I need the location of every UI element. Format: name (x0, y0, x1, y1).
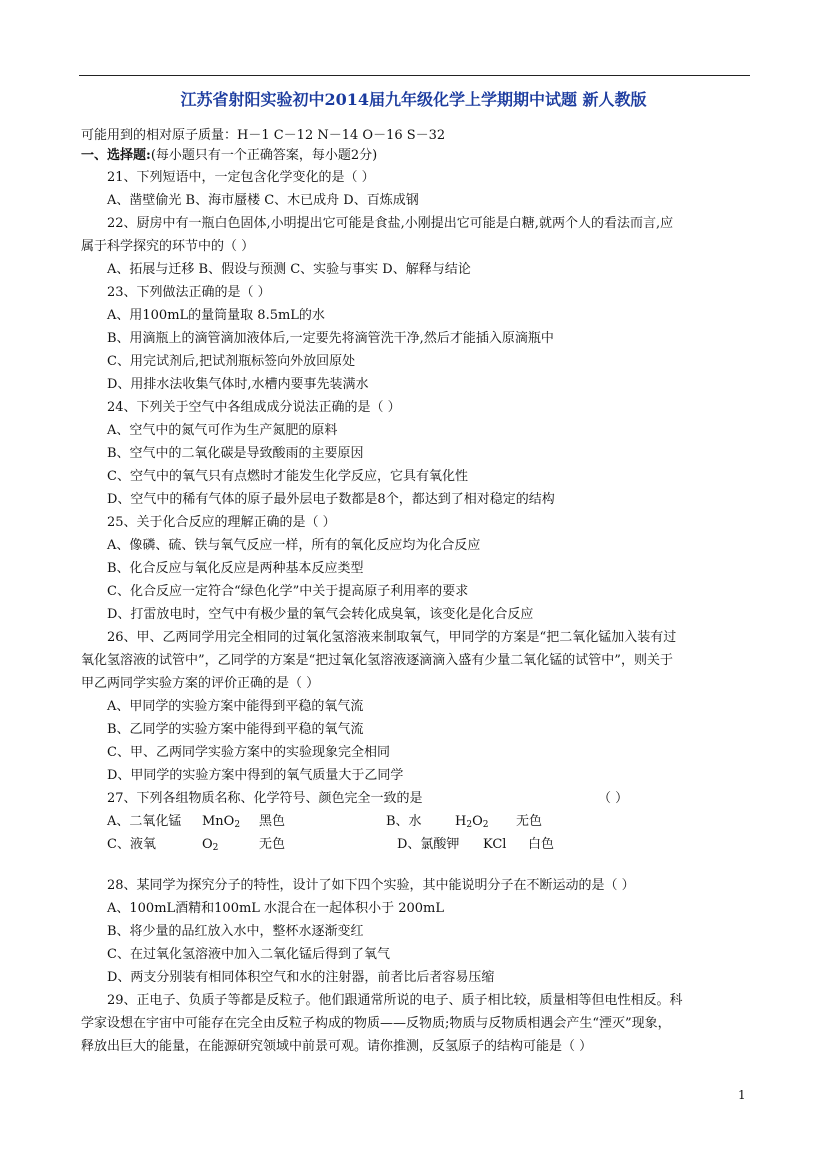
question-26-line3: 甲乙两同学实验方案的评价正确的是（ ） (81, 676, 320, 691)
question-29-line3: 释放出巨大的能量，在能源研究领域中前景可观。请你推测，反氢原子的结构可能是（ ） (81, 1039, 593, 1054)
question-27-option-a-name: A、二氧化锰 (107, 814, 182, 829)
question-22-line2: 属于科学探究的环节中的（ ） (81, 239, 255, 254)
question-26-option-a: A、甲同学的实验方案中能得到平稳的氧气流 (107, 699, 364, 714)
question-29-line1: 29、正电子、负质子等都是反粒子。他们跟通常所说的电子、质子相比较，质量相等但电性相反。科 (107, 993, 683, 1008)
formula-text: O (472, 814, 483, 829)
question-27-option-d-color: 白色 (528, 837, 555, 852)
question-28: 28、某同学为探究分子的特性，设计了如下四个实验，其中能说明分子在不断运动的是（ ） (107, 878, 635, 893)
question-26-line1: 26、甲、乙两同学用完全相同的过氧化氢溶液来制取氧气，甲同学的方案是“把二氧化锰加入装有过 (107, 630, 677, 645)
formula-subscript: 2 (482, 820, 489, 830)
question-24-option-b: B、空气中的二氧化碳是导致酸雨的主要原因 (107, 446, 364, 461)
question-26-line2: 氧化氢溶液的试管中”，乙同学的方案是“把过氧化氢溶液逐滴滴入盛有少量二氧化锰的试管中”，则关于 (81, 653, 673, 668)
question-23-option-a: A、用100mL的量筒量取 8.5mL的水 (107, 308, 325, 323)
question-21: 21、下列短语中，一定包含化学变化的是（ ） (107, 170, 375, 185)
page-number: 1 (738, 1088, 746, 1102)
question-23: 23、下列做法正确的是（ ） (107, 285, 271, 300)
question-26-option-d: D、甲同学的实验方案中得到的氧气质量大于乙同学 (107, 768, 404, 783)
question-27-paren: （ ） (598, 791, 629, 806)
question-24: 24、下列关于空气中各组成成分说法正确的是（ ） (107, 400, 401, 415)
formula-subscript: 2 (234, 820, 241, 830)
question-27-option-c-color: 无色 (259, 837, 286, 852)
question-25-option-b: B、化合反应与氧化反应是两种基本反应类型 (107, 561, 364, 576)
formula-text: MnO (202, 814, 235, 829)
question-28-option-a: A、100mL酒精和100mL 水混合在一起体积小于 200mL (107, 901, 444, 916)
question-27-option-c-formula (202, 835, 218, 855)
question-25-option-a: A、像磷、硫、铁与氧气反应一样，所有的氧化反应均为化合反应 (107, 538, 481, 553)
question-27-option-b-formula (455, 812, 488, 832)
question-28-option-c: C、在过氧化氢溶液中加入二氧化锰后得到了氧气 (107, 947, 390, 962)
question-27-option-a-formula (202, 812, 240, 832)
question-27-option-b-name: B、水 (386, 814, 422, 829)
atomic-mass-line: 可能用到的相对原子质量：H－1 C－12 N－14 O－16 S－32 (81, 128, 446, 143)
section-title: 一、选择题: (81, 148, 151, 163)
question-23-option-c: C、用完试剂后,把试剂瓶标签向外放回原处 (107, 354, 356, 369)
question-29-line2: 学家设想在宇宙中可能存在完全由反粒子构成的物质——反物质;物质与反物质相遇会产生“湮灭”现象， (81, 1016, 671, 1031)
question-23-option-d: D、用排水法收集气体时,水槽内要事先装满水 (107, 377, 369, 392)
formula-subscript: 2 (466, 820, 473, 830)
question-27-option-c-name: C、液氧 (107, 837, 156, 852)
header-rule (79, 75, 750, 76)
question-25: 25、关于化合反应的理解正确的是（ ） (107, 515, 336, 530)
question-24-option-d: D、空气中的稀有气体的原子最外层电子数都是8个，都达到了相对稳定的结构 (107, 492, 555, 507)
question-28-option-b: B、将少量的品红放入水中，整杯水逐渐变红 (107, 924, 364, 939)
question-27-option-b-color: 无色 (516, 814, 543, 829)
question-25-option-c: C、化合反应一定符合“绿色化学”中关于提高原子利用率的要求 (107, 584, 469, 599)
question-26-option-c: C、甲、乙两同学实验方案中的实验现象完全相同 (107, 745, 390, 760)
question-21-options: A、凿壁偷光 B、海市蜃楼 C、木已成舟 D、百炼成钢 (107, 193, 419, 208)
question-22-line1: 22、厨房中有一瓶白色固体,小明提出它可能是食盐,小刚提出它可能是白糖,就两个人的看法而言,应 (107, 216, 674, 231)
question-25-option-d: D、打雷放电时，空气中有极少量的氧气会转化成臭氧，该变化是化合反应 (107, 607, 534, 622)
question-26-option-b: B、乙同学的实验方案中能得到平稳的氧气流 (107, 722, 364, 737)
question-27: 27、下列各组物质名称、化学符号、颜色完全一致的是 (107, 791, 423, 806)
question-24-option-a: A、空气中的氮气可作为生产氮肥的原料 (107, 423, 338, 438)
question-27-option-d-formula: KCl (483, 837, 507, 852)
formula-subscript: 2 (212, 843, 219, 853)
question-23-option-b: B、用滴瓶上的滴管滴加液体后,一定要先将滴管洗干净,然后才能插入原滴瓶中 (107, 331, 554, 346)
question-28-option-d: D、两支分别装有相同体积空气和水的注射器，前者比后者容易压缩 (107, 970, 495, 985)
page-title: 江苏省射阳实验初中2014届九年级化学上学期期中试题 新人教版 (180, 90, 647, 109)
formula-text: O (202, 837, 213, 852)
formula-text: H (455, 814, 467, 829)
question-27-option-a-color: 黑色 (259, 814, 286, 829)
question-27-option-d-name: D、氯酸钾 (397, 837, 460, 852)
question-22-options: A、拓展与迁移 B、假设与预测 C、实验与事实 D、解释与结论 (107, 262, 471, 277)
question-24-option-c: C、空气中的氧气只有点燃时才能发生化学反应，它具有氧化性 (107, 469, 468, 484)
section-heading (81, 146, 377, 166)
section-note: (每小题只有一个正确答案，每小题2分) (150, 148, 378, 163)
